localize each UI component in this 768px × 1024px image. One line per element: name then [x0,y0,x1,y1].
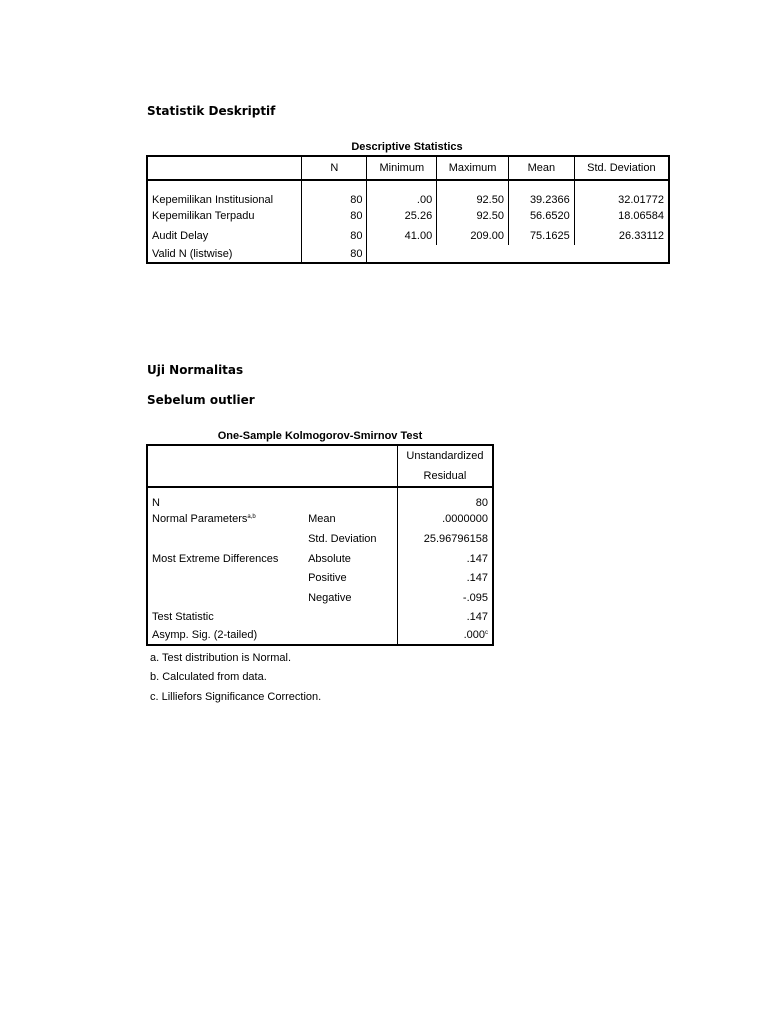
table-cell: 56.6520 [508,206,574,226]
header-line: Residual [423,470,467,482]
table-row [147,626,493,645]
table-row [147,607,493,626]
table-row [147,206,669,226]
table-cell: 26.33112 [618,229,664,242]
row-label: Kepemilikan Terpadu [147,206,302,226]
table-cell: 80 [302,206,367,226]
row-label: N [152,497,160,509]
header-cell-empty [147,445,397,487]
table-cell: .0000000 [442,513,488,525]
heading-normality-test: Uji Normalitas [147,363,244,377]
row-sublabel: Std. Deviation [304,529,397,549]
table-cell [574,245,669,263]
table-cell: .147 [466,610,488,623]
header-cell [397,445,493,487]
row-label: Most Extreme Differences [152,552,279,565]
header-cell [147,156,302,180]
cell-value: .000 [463,629,485,641]
ks-test-table [146,444,494,646]
row-label: Kepemilikan Institusional [147,180,302,206]
row-sublabel [304,487,397,509]
table-cell: .147 [466,572,488,584]
footnote-a: a. Test distribution is Normal. [150,652,292,664]
row-sublabel: Mean [304,509,397,529]
table-row [147,549,493,568]
table-cell: 80 [475,497,488,509]
table-cell: 32.01772 [618,194,664,206]
table-row [147,180,669,206]
table-header-row [147,156,669,180]
footnote-marker: c [485,630,488,636]
footnote-b: b. Calculated from data. [150,671,267,683]
table-header-row [147,445,493,487]
table-cell [508,245,574,263]
table-cell: 75.1625 [508,226,574,245]
heading-descriptive-statistics: Statistik Deskriptif [147,104,276,118]
table-cell: 80 [302,226,367,245]
row-sublabel: Positive [304,568,397,588]
ks-table-title: One-Sample Kolmogorov-Smirnov Test [217,430,423,442]
row-label: Audit Delay [147,226,302,245]
table-row [147,509,493,529]
table-row [147,588,493,607]
descriptive-statistics-table [146,155,670,264]
header-cell: Std. Deviation [587,162,656,174]
row-sublabel [304,607,397,626]
footnote-c: c. Lilliefors Significance Correction. [150,691,322,703]
header-cell: N [302,156,367,180]
descriptive-table-title: Descriptive Statistics [351,141,463,153]
table-cell: .147 [466,552,488,565]
row-label [147,529,304,549]
table-row [147,487,493,509]
header-cell: Maximum [437,156,509,180]
table-cell: 25.26 [367,206,437,226]
table-cell: 80 [302,180,367,206]
table-cell [437,245,509,263]
row-label: Asymp. Sig. (2-tailed) [152,629,258,641]
footnote-marker: a,b [247,514,256,520]
table-row [147,529,493,549]
row-sublabel: Absolute [304,549,397,568]
table-cell: 41.00 [367,226,437,245]
row-label: Test Statistic [152,610,214,623]
row-label [147,509,304,529]
table-cell: 80 [302,245,367,263]
table-cell: 25.96796158 [423,533,488,545]
table-cell: 92.50 [437,180,509,206]
header-line: Unstandardized [406,450,484,462]
table-cell: 92.50 [437,206,509,226]
table-cell [367,245,437,263]
table-cell: 209.00 [437,226,509,245]
header-cell: Mean [508,156,574,180]
table-cell: -.095 [462,591,488,604]
row-sublabel [304,626,397,645]
table-cell [397,626,493,645]
table-cell: .00 [367,180,437,206]
heading-before-outlier: Sebelum outlier [147,393,255,407]
row-label: Valid N (listwise) [147,245,302,263]
table-row [147,245,669,263]
row-label [147,588,304,607]
table-row [147,226,669,245]
header-cell: Minimum [367,156,437,180]
row-label-text: Normal Parameters [152,513,248,525]
row-sublabel: Negative [304,588,397,607]
table-cell: 18.06584 [618,210,664,222]
table-cell: 39.2366 [508,180,574,206]
table-row [147,568,493,588]
row-label [147,568,304,588]
